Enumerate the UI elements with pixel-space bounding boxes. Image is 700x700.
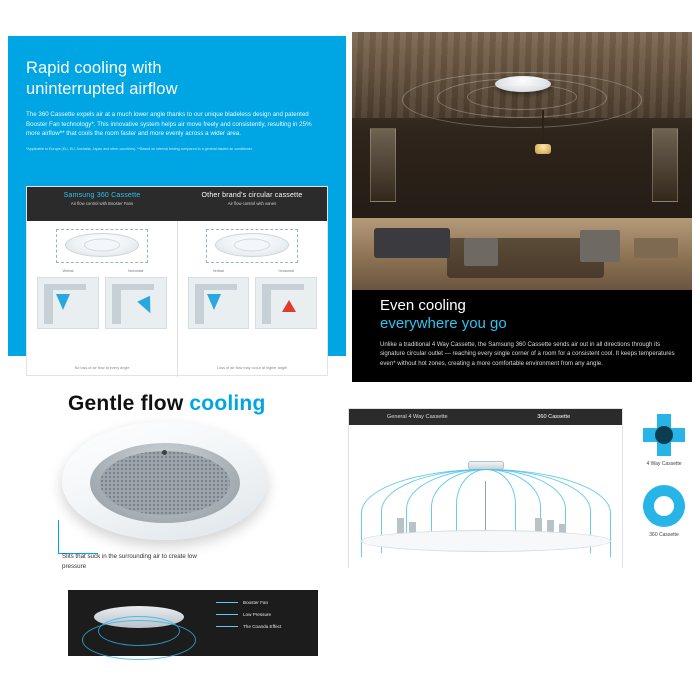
- wall-shape: [195, 284, 204, 324]
- window-left: [370, 128, 396, 202]
- comparison-right-subtitle: Air flow control with vanes: [227, 201, 277, 206]
- product-grille: [100, 451, 230, 515]
- even-cooling-title-line2: everywhere you go: [380, 314, 507, 332]
- 360-cassette-icon: [643, 485, 685, 527]
- legend-label: Low Pressure: [243, 612, 272, 617]
- wall-shape: [112, 284, 121, 324]
- comparison-left-caption: No loss of air flow at every angle: [74, 366, 130, 370]
- booster-fan-illustration: [76, 596, 206, 650]
- airflow-comparison-card: [26, 186, 328, 376]
- product-inner-ring: [90, 443, 240, 523]
- cassette-header-left: General 4 Way Cassette: [386, 414, 448, 420]
- rapid-cooling-title-line1: Rapid cooling with: [26, 59, 162, 77]
- legend-label: The Coanda Effect: [243, 624, 282, 629]
- comparison-right-caption: Loss of air flow may occur at higher angle: [216, 366, 288, 370]
- rapid-cooling-panel: [8, 36, 346, 370]
- wall-shape: [44, 284, 53, 324]
- comparison-left-illustration: [27, 221, 177, 377]
- armchair-right: [580, 230, 620, 262]
- comparison-header: [27, 187, 327, 221]
- comparison-body: [27, 221, 327, 377]
- cassette-top-view: [215, 233, 289, 257]
- right-horizontal-label: Horizontal: [278, 269, 294, 273]
- left-diagram-pair: [37, 269, 167, 329]
- even-cooling-panel: [352, 32, 692, 382]
- right-diagram-pair: [188, 269, 318, 329]
- rapid-cooling-footnote: *Applicable to Europe (EU, EU, Australia, Japan and other countries). **Based on internal testing compared to a general bladed air conditioner.: [26, 147, 253, 152]
- right-vertical-label: Vertical: [212, 269, 224, 273]
- airflow-curve: [98, 616, 180, 646]
- comparison-left-title: Samsung 360 Cassette: [63, 192, 141, 199]
- left-vertical-label: Vertical: [62, 269, 74, 273]
- rapid-cooling-body: The 360 Cassette expels air at a much lower angle thanks to our unique bladeless design and patented Booster Fan technology*. This innovative system helps air move freely and consistently, resulting in 25% more airflow** that cools the room faster and more evenly across a wider area.: [26, 111, 312, 138]
- legend-line-icon: [216, 614, 238, 615]
- left-horizontal-diagram: [105, 269, 167, 329]
- left-horizontal-label: Horizontal: [127, 269, 144, 273]
- booster-fan-diagram: [68, 590, 318, 656]
- 4-way-cassette-icon: [643, 414, 685, 456]
- comparison-header-left: [27, 187, 177, 221]
- rapid-cooling-title-line2: uninterrupted airflow: [26, 80, 178, 99]
- right-horizontal-diagram: [255, 269, 317, 329]
- window-right: [652, 128, 678, 202]
- legend-label: Booster Fan: [243, 600, 269, 605]
- product-sensor-dot: [162, 450, 167, 455]
- legend-line-icon: [216, 626, 238, 627]
- callout-leader-line: [58, 520, 98, 554]
- airflow-wave: [402, 72, 642, 128]
- wall-shape: [262, 284, 271, 324]
- legend-item: [216, 612, 281, 617]
- floor-ellipse: [361, 530, 611, 552]
- booster-fan-legend: [216, 600, 281, 636]
- sofa-left: [374, 228, 450, 258]
- comparison-right-illustration: [177, 221, 328, 377]
- gentle-flow-title-blue: cooling: [189, 392, 266, 416]
- cassette-top-view: [65, 233, 139, 257]
- airflow-arrow: [137, 296, 156, 316]
- 4-way-cassette-label: 4 Way Cassette: [646, 461, 682, 467]
- cassette-comparison-panel: [348, 408, 623, 568]
- comparison-left-subtitle: Air flow control with Booster Fans: [70, 201, 134, 206]
- slits-callout-text: Slits that suck in the surrounding air to create low pressure: [62, 553, 197, 570]
- comparison-right-title: Other brand's circular cassette: [201, 192, 303, 199]
- legend-line-icon: [216, 602, 238, 603]
- icon-4way-group: [634, 414, 694, 467]
- cassette-header-right: 360 Cassette: [537, 414, 571, 420]
- comparison-captions: [27, 366, 327, 370]
- cassette-comparison-header: [349, 409, 622, 425]
- gentle-flow-title-dark: Gentle flow: [68, 392, 184, 416]
- icon-360-group: [634, 485, 694, 538]
- airflow-arrow: [207, 294, 221, 310]
- left-vertical-diagram: [37, 269, 99, 329]
- right-vertical-diagram: [188, 269, 250, 329]
- rapid-cooling-title: [26, 58, 328, 100]
- legend-item: [216, 600, 281, 605]
- legend-item: [216, 624, 281, 629]
- even-cooling-body: Unlike a traditional 4 Way Cassette, the Samsung 360 Cassette sends air out in all directions through its signature circular outlet — reaching every single corner of a room for a consistent cool. It keeps temperatures even* without hot zones, creating a more comfortable environment from any angle.: [380, 340, 675, 367]
- cassette-type-icons: [634, 414, 694, 556]
- even-cooling-title-line1: Even cooling: [380, 297, 466, 314]
- blocked-airflow-arrow: [282, 300, 296, 312]
- room-photo: [352, 32, 692, 290]
- armchair-center: [464, 238, 498, 266]
- even-cooling-caption: [352, 290, 692, 382]
- side-table: [634, 238, 678, 258]
- 360-cassette-label: 360 Cassette: [649, 532, 679, 538]
- comparison-header-right: [177, 187, 327, 221]
- airflow-arrow: [56, 294, 70, 310]
- cassette-comparison-body: [349, 425, 622, 568]
- pendant-lamp: [542, 110, 544, 144]
